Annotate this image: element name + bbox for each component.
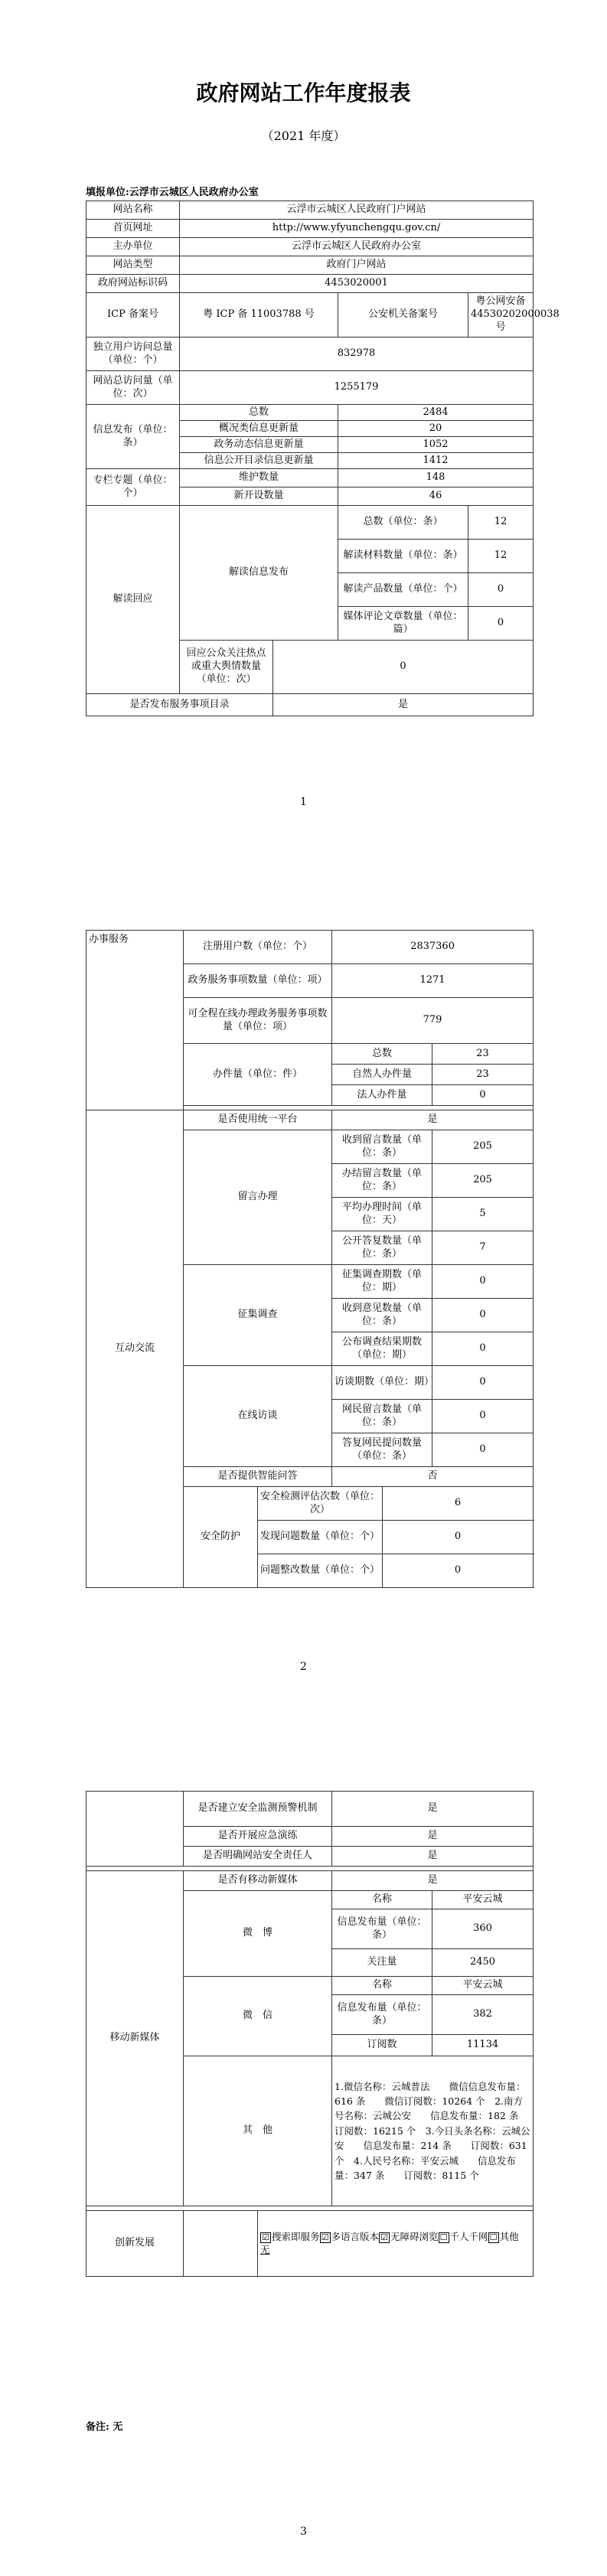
interp-material-label: 解读材料数量（单位：条） — [338, 540, 468, 573]
checked-box-icon[interactable]: ☑ — [379, 2232, 390, 2243]
table-security-media — [86, 1791, 538, 2277]
security-label: 安全防护 — [184, 1487, 258, 1588]
icp-label: ICP 备案号 — [86, 293, 180, 337]
interp-media: 0 — [468, 607, 534, 641]
handle-corp: 0 — [432, 1085, 534, 1106]
monitor-label: 是否建立安全监测预警机制 — [184, 1792, 332, 1827]
has-media-label: 是否有移动新媒体 — [184, 1871, 332, 1891]
innov-option[interactable] — [260, 2231, 320, 2242]
survey-count: 0 — [432, 1265, 534, 1299]
smart: 否 — [332, 1467, 534, 1487]
wechat-name: 平安云城 — [432, 1977, 534, 1995]
report-year: （2021 年度） — [261, 129, 346, 143]
weibo-label: 微 博 — [184, 1891, 332, 1977]
sec-test-label: 安全检测评估次数（单位：次） — [258, 1487, 383, 1521]
survey-result: 0 — [432, 1332, 534, 1366]
interp-media-label: 媒体评论文章数量（单位：篇） — [338, 607, 468, 641]
checked-box-icon[interactable]: ☑ — [260, 2232, 271, 2243]
sponsor-label: 主办单位 — [86, 238, 180, 256]
online-items: 779 — [332, 998, 534, 1044]
interp-total: 12 — [468, 506, 534, 540]
reg-users: 2837360 — [332, 931, 534, 964]
column-maintain: 148 — [338, 469, 534, 487]
interview-a-label: 答复网民提问数量（单位：条） — [332, 1433, 432, 1467]
site-name-label: 网站名称 — [86, 201, 180, 220]
innov-label: 创新发展 — [86, 2211, 184, 2277]
page-number-2: 2 — [300, 1661, 307, 1673]
wechat-label: 微 信 — [184, 1977, 332, 2056]
innov-option-label: 无障碍浏览 — [390, 2231, 439, 2243]
items: 1271 — [332, 964, 534, 998]
msg-public-label: 公开答复数量（单位：条） — [332, 1231, 432, 1265]
msg-done-label: 办结留言数量（单位：条） — [332, 1164, 432, 1198]
interview-q-label: 网民留言数量（单位：条） — [332, 1400, 432, 1433]
survey-label: 征集调查 — [184, 1265, 332, 1366]
officer: 是 — [332, 1847, 534, 1867]
sec-found: 0 — [383, 1521, 534, 1554]
media-label: 移动新媒体 — [86, 1871, 184, 2206]
interp-product: 0 — [468, 573, 534, 607]
interact-label: 互动交流 — [86, 1110, 184, 1588]
column-maintain-label: 维护数量 — [180, 469, 338, 487]
interp-total-label: 总数（单位：条） — [338, 506, 468, 540]
psb-label: 公安机关备案号 — [338, 293, 468, 337]
site-type: 政府门户网站 — [180, 256, 534, 275]
handle-person-label: 自然人办件量 — [332, 1065, 432, 1085]
sponsor: 云浮市云城区人民政府办公室 — [180, 238, 534, 256]
msg-recv: 205 — [432, 1130, 534, 1164]
homepage-url[interactable]: http://www.yfyunchengqu.gov.cn/ — [180, 220, 534, 238]
info-overview-label: 概况类信息更新量 — [180, 421, 338, 437]
type-label: 网站类型 — [86, 256, 180, 275]
checked-box-icon[interactable]: ☑ — [320, 2232, 331, 2243]
column-label: 专栏专题（单位：个） — [86, 469, 180, 506]
weibo-name-label: 名称 — [332, 1891, 432, 1909]
unchecked-box-icon[interactable]: ☐ — [439, 2232, 449, 2243]
info-overview: 20 — [338, 421, 534, 437]
other-media: 1.微信名称：云城普法 微信信息发布量：616 条 微信订阅数：10264 个 2.南方号名称：云城公安 信息发布量：182 条 订阅数：16215 个 3.今日头条名称：云城公安 信息发布量：214 条 订阅数：631 个 4.人民号名称：平安云城 信息发布量：347 条 订阅数：8115 个 — [332, 2056, 534, 2206]
info-open-label: 信息公开目录信息更新量 — [180, 453, 338, 469]
uv-value: 832978 — [180, 337, 534, 371]
info-total-label: 总数 — [180, 405, 338, 421]
site-code: 4453020001 — [180, 275, 534, 293]
officer-label: 是否明确网站安全责任人 — [184, 1847, 332, 1867]
survey-result-label: 公布调查结果期数（单位：期） — [332, 1332, 432, 1366]
msg-done: 205 — [432, 1164, 534, 1198]
other-label: 其 他 — [184, 2056, 332, 2206]
innov-option-label: 多语言版本 — [331, 2231, 380, 2243]
psb-number: 粤公网安备 44530202000038 号 — [468, 293, 534, 337]
innov-option[interactable] — [379, 2231, 439, 2242]
handle-label: 办件量（单位：件） — [184, 1044, 332, 1106]
reg-users-label: 注册用户数（单位：个） — [184, 931, 332, 964]
interview-q: 0 — [432, 1400, 534, 1433]
table-service-interaction — [86, 930, 534, 1588]
sec-found-label: 发现问题数量（单位：个） — [258, 1521, 383, 1554]
wechat-posts-label: 信息发布量（单位：条） — [332, 1995, 432, 2035]
icp-number: 粤 ICP 备 11003788 号 — [180, 293, 338, 337]
interp-release-label: 解读信息发布 — [180, 506, 338, 641]
innov-other: 无 — [260, 2243, 270, 2255]
homepage-label: 首页网址 — [86, 220, 180, 238]
innov-option-label: 其他 — [499, 2231, 519, 2243]
wechat-subs: 11134 — [432, 2035, 534, 2056]
column-new-label: 新开设数量 — [180, 487, 338, 506]
interp-label: 解读回应 — [86, 506, 180, 694]
msg-recv-label: 收到留言数量（单位：条） — [332, 1130, 432, 1164]
interp-product-label: 解读产品数量（单位：个） — [338, 573, 468, 607]
info-total: 2484 — [338, 405, 534, 421]
drill-label: 是否开展应急演练 — [184, 1827, 332, 1847]
response-value: 0 — [273, 641, 534, 694]
info-news-label: 政务动态信息更新量 — [180, 437, 338, 453]
weibo-posts: 360 — [432, 1909, 534, 1949]
wechat-posts: 382 — [432, 1995, 534, 2035]
msg-days: 5 — [432, 1198, 534, 1231]
service-label: 办事服务 — [86, 931, 184, 1110]
page-number-1: 1 — [300, 796, 307, 808]
catalog-value: 是 — [273, 694, 534, 716]
online-items-label: 可全程在线办理政务服务事项数量（单位：项） — [184, 998, 332, 1044]
remark: 备注: 无 — [86, 2421, 123, 2433]
weibo-fans-label: 关注量 — [332, 1949, 432, 1977]
table-basic-info — [86, 201, 560, 716]
info-label: 信息发布（单位：条） — [86, 405, 180, 469]
interp-material: 12 — [468, 540, 534, 573]
innov-options — [258, 2211, 534, 2277]
info-news: 1052 — [338, 437, 534, 453]
handle-person: 23 — [432, 1065, 534, 1085]
code-label: 政府网站标识码 — [86, 275, 180, 293]
msg-label: 留言办理 — [184, 1130, 332, 1265]
unified: 是 — [332, 1110, 534, 1130]
filler-unit: 填报单位:云浮市云城区人民政府办公室 — [86, 187, 259, 198]
pv-value: 1255179 — [180, 371, 534, 405]
msg-public: 7 — [432, 1231, 534, 1265]
innov-option[interactable] — [439, 2231, 488, 2242]
unchecked-box-icon[interactable]: ☐ — [488, 2232, 499, 2243]
pv-label: 网站总访问量（单位：次） — [86, 371, 180, 405]
survey-opinion: 0 — [432, 1299, 534, 1332]
sec-fixed: 0 — [383, 1554, 534, 1588]
uv-label: 独立用户访问总量（单位：个） — [86, 337, 180, 371]
weibo-fans: 2450 — [432, 1949, 534, 1977]
handle-total: 23 — [432, 1044, 534, 1065]
drill: 是 — [332, 1827, 534, 1847]
smart-label: 是否提供智能问答 — [184, 1467, 332, 1487]
innov-option-label: 千人千网 — [449, 2231, 488, 2243]
sec-fixed-label: 问题整改数量（单位：个） — [258, 1554, 383, 1588]
info-open: 1412 — [338, 453, 534, 469]
response-label: 回应公众关注热点或重大舆情数量（单位：次） — [180, 641, 273, 694]
interview-count-label: 访谈期数（单位：期） — [332, 1366, 432, 1400]
site-name: 云浮市云城区人民政府门户网站 — [180, 201, 534, 220]
catalog-label: 是否发布服务事项目录 — [86, 694, 273, 716]
page-number-3: 3 — [300, 2525, 307, 2538]
handle-corp-label: 法人办件量 — [332, 1085, 432, 1106]
interview-a: 0 — [432, 1433, 534, 1467]
has-media: 是 — [332, 1871, 534, 1891]
handle-total-label: 总数 — [332, 1044, 432, 1065]
wechat-subs-label: 订阅数 — [332, 2035, 432, 2056]
innov-option[interactable] — [320, 2231, 380, 2242]
column-new: 46 — [338, 487, 534, 506]
weibo-name: 平安云城 — [432, 1891, 534, 1909]
unified-label: 是否使用统一平台 — [184, 1110, 332, 1130]
survey-opinion-label: 收到意见数量（单位：条） — [332, 1299, 432, 1332]
wechat-name-label: 名称 — [332, 1977, 432, 1995]
interview-label: 在线访谈 — [184, 1366, 332, 1467]
sec-test: 6 — [383, 1487, 534, 1521]
survey-count-label: 征集调查期数（单位：期） — [332, 1265, 432, 1299]
weibo-posts-label: 信息发布量（单位：条） — [332, 1909, 432, 1949]
innov-option-label: 搜索即服务 — [272, 2231, 320, 2243]
interview-count: 0 — [432, 1366, 534, 1400]
monitor: 是 — [332, 1792, 534, 1827]
innov-option[interactable] — [488, 2231, 519, 2242]
msg-days-label: 平均办理时间（单位：天） — [332, 1198, 432, 1231]
page-title: 政府网站工作年度报表 — [196, 80, 411, 106]
items-label: 政务服务事项数量（单位：项） — [184, 964, 332, 998]
